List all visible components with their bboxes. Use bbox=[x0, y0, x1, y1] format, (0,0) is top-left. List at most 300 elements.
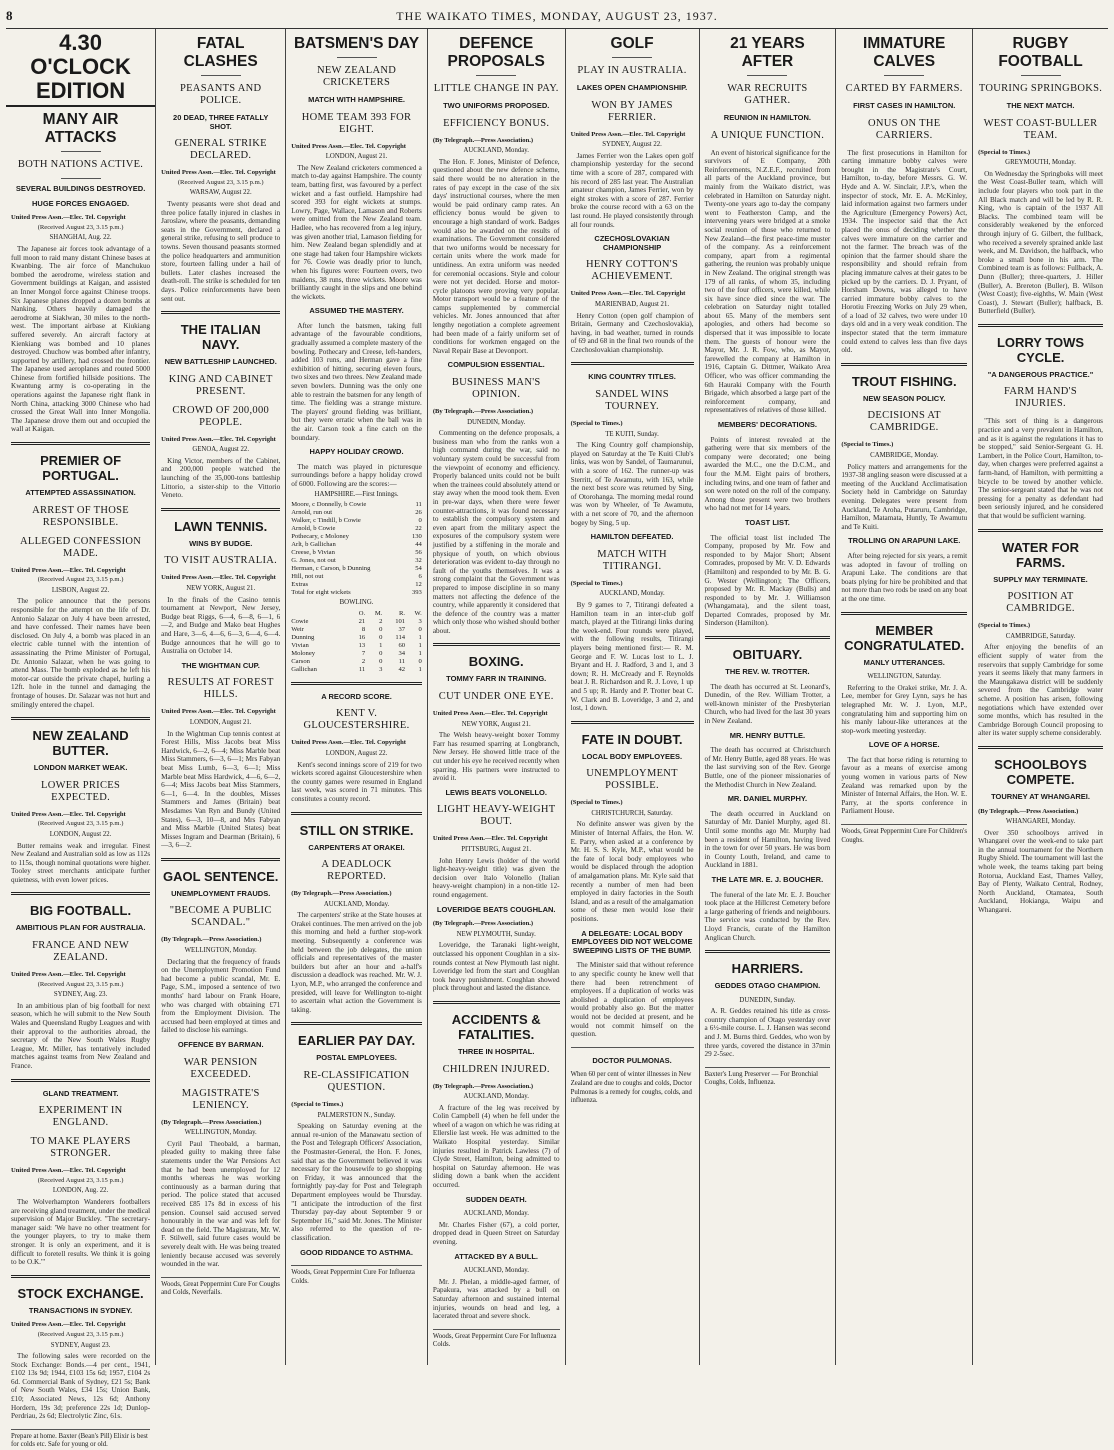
dateline: MARIENBAD, August 21. bbox=[595, 300, 670, 308]
subhead: AMBITIOUS PLAN FOR AUSTRALIA. bbox=[15, 923, 146, 933]
deck: PLAY IN AUSTRALIA. bbox=[577, 65, 687, 76]
deck: KING AND CABINET PRESENT. bbox=[168, 373, 273, 397]
body-text: The King Country golf championship, played on Saturday at the Te Kuiti Club's links, was won by Sandel, of Taumarunui, with a score of 162. The runner-up was Sterritt, of Te Awamutu, with 163, while the next best score was returned by Sing, of Otorohanga. The morning medal round was won by Wheeler, of Te Awamutu, with a net score of 70, and the afternoon bogey by Sing, 5 up. bbox=[570, 441, 694, 527]
dateline: LONDON, August 22. bbox=[325, 749, 388, 757]
subhead: GLAND TREATMENT. bbox=[42, 1088, 119, 1098]
column-head: FATAL CLASHES bbox=[183, 35, 258, 70]
advertisement: Woods, Great Peppermint Cure For Coughs and Colds, Neverfails. bbox=[161, 1277, 280, 1298]
bowling-header-cell: W. bbox=[414, 609, 422, 617]
credit-line: United Press Assn.—Elec. Tel. Copyright bbox=[11, 566, 126, 574]
column-head: IMMATURE CALVES bbox=[863, 35, 946, 70]
divider bbox=[61, 151, 101, 152]
body-text: Declaring that the frequency of frauds on the Unemployment Promotion Fund had become a public scandal, Mr. E. Page, S.M., imposed a sentence of two months' hard labour on Frank Hoare, who was charged with obtaining £71 from the Employment Division. The accused had been employed at times and failed to disclose his earnings. bbox=[161, 957, 281, 1035]
columns bbox=[6, 29, 1108, 1449]
headline: WATER FOR FARMS. bbox=[1002, 539, 1080, 570]
page-number: 8 bbox=[6, 8, 14, 23]
subhead: TOAST LIST. bbox=[744, 517, 790, 527]
figure-cell: 37 bbox=[398, 625, 406, 633]
figure-cell: 2 bbox=[361, 657, 366, 665]
article-divider bbox=[161, 858, 280, 861]
figure-cell: 3 bbox=[418, 617, 422, 625]
dateline: CHRISTCHURCH, Saturday. bbox=[591, 809, 673, 817]
subhead: THE NEXT MATCH. bbox=[1006, 101, 1075, 110]
deck: A DEADLOCK REPORTED. bbox=[321, 859, 392, 883]
subhead: MEMBERS' DECORATIONS. bbox=[717, 420, 817, 429]
body-text: Points of interest revealed at the gathering were that six members of the company were decorated; one being awarded the M.C., one the D.C.M., and four the M.M. Eight pairs of brothers, including twins, and one team of father and son were noted on the roll of the company. Among those present were two brothers who had not met for 14 years. bbox=[704, 435, 831, 513]
innings-total-value: 393 bbox=[411, 589, 422, 597]
article-divider bbox=[841, 612, 967, 615]
article-divider bbox=[11, 892, 150, 895]
headline: SCHOOLBOYS COMPETE. bbox=[994, 756, 1087, 787]
subhead: POSTAL EMPLOYEES. bbox=[316, 1053, 397, 1063]
dateline: LONDON, August 21. bbox=[325, 153, 388, 161]
subhead: CZECHOSLOVAKIAN CHAMPIONSHIP bbox=[594, 234, 670, 252]
runs-cell: 6 bbox=[418, 573, 422, 581]
credit-line: United Press Assn.—Elec. Tel. Copyright bbox=[161, 435, 276, 443]
column-8 bbox=[973, 29, 1108, 1365]
article-divider bbox=[978, 324, 1103, 327]
column-6 bbox=[700, 29, 837, 1365]
batsman-cell: Extras bbox=[291, 581, 309, 589]
advertisement: Prepare at home. Baxter (Bean's Pill) Elixir is best for colds etc. Safe for young or old. bbox=[11, 1429, 150, 1450]
article-divider bbox=[161, 311, 280, 314]
deck: RESULTS AT FOREST HILLS. bbox=[167, 677, 274, 701]
innings-row bbox=[291, 541, 422, 549]
deck: PEASANTS AND POLICE. bbox=[179, 83, 262, 106]
headline: LORRY TOWS CYCLE. bbox=[996, 334, 1085, 365]
batsman-cell: Arnold, b Cowie bbox=[291, 525, 336, 533]
figure-cell: 1 bbox=[379, 641, 383, 649]
article-divider bbox=[571, 362, 694, 365]
body-text: On Wednesday the Springboks will meet the West Coast-Buller team, which will include four players who took part in the All Black match and will be led by R. R. King, who is captain of the 1937 All Blacks. The combined team will be considerably weakened by the enforced through injury of G. Gilbert, the fullback, who received a severely sprained ankle last week, and M. Davidson, the halfback, who broke a small bone in his arm. The Combined team is as follows: Fullback, A. Dunn (Buller); three-quarters, J. Hiller (Buller), A. Brereton (Buller), B. Wilson (West Coast); five-eighths, W. Main (West Coast), J. Stewart (Buller); halfback, B. Butterfield (Buller). bbox=[978, 169, 1103, 316]
article-harriers bbox=[705, 961, 831, 1059]
subhead: THE REV. W. TROTTER. bbox=[725, 667, 810, 677]
innings-total-label: Total for eight wickets bbox=[291, 589, 351, 597]
advertisement: Woods, Great Peppermint Cure For Influenza Colds. bbox=[433, 1329, 560, 1350]
article-boxing bbox=[433, 654, 560, 782]
runs-cell: 26 bbox=[415, 509, 422, 517]
dateline: LONDON, Aug. 22. bbox=[52, 1187, 109, 1195]
headline: EARLIER PAY DAY. bbox=[298, 1033, 416, 1049]
body-text: In the Wightman Cup tennis contest at Forest Hills, Miss Jacobs beat Miss Hardwick, 6—2, 6—4; Miss Marble beat Miss Stammers, 6—3, 6—1; Mrs Fabyan beat Miss Lumb, 6—3, 6—1; Miss Marble beat Miss Hardwick, 4—6, 6—2, 6—4; Miss Jacobs beat Miss Stammers, 6—1, 6—4. In the doubles, Misses Stammers and James (Britain) beat Mesdames Van Ryn and Bundy (United States), 6—3, 10—8, and Mrs Fabyan and Miss Marble (United States) beat Misses Ingram and Dearman (Britain), 6—3, 6—2. bbox=[161, 729, 281, 850]
subhead: MANLY UTTERANCES. bbox=[863, 657, 945, 667]
headline: LAWN TENNIS. bbox=[174, 518, 268, 534]
subhead: NEW SEASON POLICY. bbox=[862, 393, 946, 403]
body-text: The first prosecutions in Hamilton for carting immature bobby calves were brought in the Magistrate's Court, Hamilton, to-day, before Messrs. G. W. Hyde and A. W. Sinclair, J.P.'s, when the inspector of stock, Mr. E. A. McKinley, laid information against two farmers under the Agriculture (Emergency Powers) Act, 1934. The inspector said that the Act placed the onus of deciding whether the calves were immature on the carrier and not the farmer. The breach was of the opinion that the farmer should share the responsibility and should refrain from placing immature calves at their gates to be picked up by the carriers. D. J. Pryant, of Horsham Downs, was alleged to have carried immature bobby calves to the Horotiu Freezing Works on July 29 when, of a load of 32 calves, two were under 10 days old and in a very weak condition. The inspector stated that the term immature could extend to calves less than five days old. bbox=[841, 148, 968, 355]
column-head: GOLF bbox=[610, 35, 654, 52]
article-divider bbox=[291, 1022, 422, 1025]
figure-cell: 2 bbox=[379, 617, 383, 625]
subhead: MATCH WITH HAMPSHIRE. bbox=[308, 95, 406, 104]
column-7 bbox=[836, 29, 973, 1365]
headline: MEMBER CONGRATULATED. bbox=[844, 622, 965, 653]
credit-line: (Special to Times.) bbox=[978, 622, 1031, 630]
subhead: TOMMY FARR IN TRAINING. bbox=[446, 674, 547, 684]
body-text: Mr. J. Phelan, a middle-aged farmer, of Papakura, was attacked by a bull on Saturday afternoon and sustained internal injuries, wounds on head and leg, a lacerated throat and severe shock. bbox=[432, 1277, 560, 1321]
batsman-cell: Creese, b Vivian bbox=[291, 549, 335, 557]
dateline: SYDNEY, August 23. bbox=[50, 1341, 111, 1349]
article-attacked-by-bull bbox=[433, 1253, 560, 1321]
article-divider bbox=[978, 746, 1103, 749]
dateline: CAMBRIDGE, Monday. bbox=[870, 452, 939, 460]
column-3 bbox=[286, 29, 428, 1365]
deck: LITTLE CHANGE IN PAY. bbox=[433, 83, 559, 94]
deck: BUSINESS MAN'S OPINION. bbox=[451, 377, 541, 401]
credit-line: United Press Assn.—Elec. Tel. Copyright bbox=[432, 835, 548, 843]
dateline: NEW YORK, August 21. bbox=[186, 585, 256, 593]
bowling-row bbox=[291, 626, 422, 634]
subhead: LAKES OPEN CHAMPIONSHIP. bbox=[576, 83, 688, 92]
figure-cell: 0 bbox=[379, 625, 383, 633]
received-line: (Received August 23, 3.15 p.m.) bbox=[177, 178, 264, 186]
credit-line: United Press Assn.—Elec. Tel. Copyright bbox=[11, 1167, 126, 1175]
dateline: SYDNEY, Aug. 23. bbox=[53, 991, 108, 999]
column-head: 21 YEARS AFTER bbox=[730, 35, 805, 70]
batsman-cell: Herman, c Carson, b Dunning bbox=[291, 565, 371, 573]
headline: GAOL SENTENCE. bbox=[163, 868, 279, 884]
figure-cell: 1 bbox=[418, 641, 422, 649]
headline: STILL ON STRIKE. bbox=[299, 822, 414, 838]
credit-line: United Press Assn.—Elec. Tel. Copyright bbox=[570, 130, 686, 138]
credit-line: United Press Assn.—Elec. Tel. Copyright bbox=[161, 169, 276, 177]
subhead: HAMILTON DEFEATED. bbox=[590, 532, 674, 542]
figure-cell: 0 bbox=[418, 657, 422, 665]
divider bbox=[884, 75, 924, 76]
divider bbox=[476, 75, 516, 76]
received-line: (Received August 23, 3.15 p.m.) bbox=[37, 1176, 124, 1184]
headline: TROUT FISHING. bbox=[851, 373, 957, 389]
batsman-cell: Moore, c Donnelly, b Cowie bbox=[291, 501, 367, 509]
headline: PREMIER OF PORTUGAL. bbox=[40, 453, 122, 484]
dateline: AUCKLAND, Monday. bbox=[599, 590, 665, 598]
runs-cell: 44 bbox=[415, 541, 422, 549]
article-divider bbox=[291, 812, 422, 815]
article-italian-navy bbox=[161, 322, 280, 500]
dateline: AUCKLAND, Monday. bbox=[463, 147, 529, 155]
bowling-row bbox=[291, 650, 422, 658]
innings-row bbox=[291, 509, 422, 517]
body-text: Referring to the Orakei strike, Mr. J. A. Lee, member for Grey Lynn, says he has telegraphed Mr. W. J. Lyon, M.P., congratulating him and supporting him on his manly labour-like utterances at the stop-work meeting yesterday. bbox=[841, 683, 968, 735]
dateline: AUCKLAND, Monday. bbox=[463, 1210, 529, 1218]
article-king-country bbox=[571, 373, 694, 527]
article-wightman-cup bbox=[161, 662, 280, 850]
body-text: A. R. Geddes retained his title as cross-country champion of Otago yesterday over a 6½-mile course. L. J. Hansen was second and J. M. Burns third. Geddes, who won by three yards, covered the distance in 37min 29 2-5sec. bbox=[704, 1007, 831, 1059]
figure-cell: 21 bbox=[358, 617, 366, 625]
article-sudden-death bbox=[433, 1196, 560, 1247]
credit-line: United Press Assn.—Elec. Tel. Copyright bbox=[291, 739, 406, 747]
headline: HARRIERS. bbox=[731, 961, 804, 977]
bowling-header-cell bbox=[291, 610, 350, 618]
body-text: Policy matters and arrangements for the 1937-38 angling season were discussed at a meeting of the Auckland Acclimatisation Society held in Cambridge on Saturday evening. Delegates were present from Auckland, Te Aroha, Putaruru, Cambridge, Hamilton, Matamata, Huntly, Te Awamutu and Te Kuiti. bbox=[841, 462, 968, 531]
dateline: DUNEDIN, Sunday. bbox=[739, 996, 796, 1004]
innings-row bbox=[291, 501, 422, 509]
subhead: ATTEMPTED ASSASSINATION. bbox=[25, 488, 136, 498]
deck: MATCH WITH TITIRANGI. bbox=[597, 548, 667, 572]
figure-cell: 0 bbox=[379, 649, 383, 657]
credit-line: (Special to Times.) bbox=[978, 148, 1031, 156]
subhead: LONDON MARKET WEAK. bbox=[33, 763, 128, 773]
column-head: DEFENCE PROPOSALS bbox=[447, 35, 545, 70]
dateline: DUNEDIN, Monday. bbox=[467, 418, 526, 426]
innings-title: HAMPSHIRE.—First Innings. bbox=[314, 490, 399, 498]
article-reunion bbox=[705, 83, 831, 628]
subhead: WINS BY BUDGE. bbox=[189, 538, 253, 548]
innings-row bbox=[291, 549, 422, 557]
body-text: Speaking on Saturday evening at the annual re-union of the Manawatu section of the Post and Telegraph Officers' Association, the Postmaster-General, the Hon. F. Jones, said that as the Government believed it was necessary for the housewife to go shopping on Friday, it was announced that the fortnightly pay-day for Post and Telegraph Department employees would be Thursday. "I anticipate the introduction of the first Thursday pay-day about September 9 or September 16," said Mr. Jones. The Minister also referred to the question of re-classification. bbox=[291, 1122, 422, 1242]
figure-cell: 101 bbox=[395, 617, 406, 625]
body-text: The carpenters' strike at the State houses at Orakei continues. The men arrived on the job this morning and held a further stop-work meeting. Subsequently a conference was held between the job delegates, the union officials and representatives of the master builders but after an hour and a-half's discussion a deadlock was reached. Mr. W. J. Lyon, M.P., who arranged the conference and presided, will leave for Wellington to-night to ascertain what action the Government is taking. bbox=[291, 911, 422, 1014]
body-text: The match was played in picturesque surroundings before a happy holiday crowd of 6000. Following are the scores:— bbox=[291, 462, 422, 488]
bowling-row bbox=[291, 666, 422, 674]
article-water-for-farms bbox=[978, 540, 1103, 738]
article-accidents bbox=[433, 1012, 560, 1190]
bowling-row bbox=[291, 658, 422, 666]
edition-banner: 4.30 O'CLOCK EDITION bbox=[6, 31, 155, 107]
figure-cell: 1 bbox=[418, 633, 422, 641]
dateline: WELLINGTON, Monday. bbox=[184, 947, 257, 955]
article-divider bbox=[705, 636, 831, 639]
subhead: LEWIS BEATS VOLONELLO. bbox=[445, 787, 547, 797]
runs-cell: 0 bbox=[418, 517, 422, 525]
column-head: BATSMEN'S DAY bbox=[293, 35, 420, 52]
innings-row bbox=[291, 533, 422, 541]
dateline: LONDON, August 21. bbox=[189, 718, 252, 726]
article-divider bbox=[11, 442, 150, 445]
deck: WAR RECRUITS GATHER. bbox=[727, 83, 808, 106]
innings-row bbox=[291, 525, 422, 533]
dateline: SHANGHAI, Aug. 22. bbox=[49, 234, 112, 242]
bowling-header-cell: M. bbox=[374, 609, 383, 617]
credit-line: United Press Assn.—Elec. Tel. Copyright bbox=[161, 574, 276, 582]
divider bbox=[747, 75, 787, 76]
article-compulsion bbox=[433, 361, 560, 635]
deck: LIGHT HEAVY-WEIGHT BOUT. bbox=[436, 804, 556, 828]
article-lawn-tennis bbox=[161, 519, 280, 656]
batsman-cell: Walker, c Tindill, b Cowie bbox=[291, 517, 361, 525]
body-text: The Minister said that without reference to any specific county he knew well that there had been retrenchment of employees. If a duplication of works was abolished a duplication of employees would probably also go. But the matter would not be decided at present, and he would not commit himself on the question. bbox=[570, 961, 694, 1039]
deck: TO VISIT AUSTRALIA. bbox=[164, 555, 278, 567]
dateline: WHANGAREI, Monday. bbox=[1005, 818, 1076, 826]
credit-line: United Press Assn.—Elec. Tel. Copyright bbox=[11, 214, 126, 222]
credit-line: (By Telegraph.—Press Association.) bbox=[432, 408, 534, 416]
article-barman bbox=[161, 1041, 280, 1269]
headline: FATE IN DOUBT. bbox=[581, 731, 683, 747]
subhead: GEDDES OTAGO CHAMPION. bbox=[714, 981, 821, 991]
deck: CUT UNDER ONE EYE. bbox=[438, 691, 554, 703]
subhead: MR. HENRY BUTTLE. bbox=[729, 730, 806, 740]
runs-cell: 22 bbox=[415, 525, 422, 533]
bowling-table bbox=[291, 610, 422, 674]
subhead: LOVE OF A HORSE. bbox=[868, 740, 940, 750]
bowler-cell: Gallichan bbox=[291, 665, 317, 673]
subhead: OFFENCE BY BARMAN. bbox=[177, 1040, 264, 1049]
runs-cell: 11 bbox=[415, 501, 422, 509]
advertisement: Woods, Great Peppermint Cure For Children's Coughs. bbox=[841, 824, 967, 845]
bowling-header-cell: O. bbox=[358, 609, 366, 617]
subhead: HUGE FORCES ENGAGED. bbox=[32, 198, 130, 208]
dateline: WELLINGTON, Saturday. bbox=[867, 673, 942, 681]
credit-line: (By Telegraph.—Press Association.) bbox=[432, 1082, 534, 1090]
deck: NEW ZEALAND CRICKETERS bbox=[316, 65, 397, 88]
subhead: TRANSACTIONS IN SYDNEY. bbox=[28, 1305, 133, 1315]
article-divider bbox=[291, 682, 422, 685]
subhead: HAPPY HOLIDAY CROWD. bbox=[309, 447, 404, 457]
article-stock-exchange bbox=[11, 1286, 150, 1421]
credit-line: United Press Assn.—Elec. Tel. Copyright bbox=[291, 142, 406, 150]
body-text: The police announce that the persons responsible for the attempt on the life of Dr. Antonio Salazar on July 4 have been arrested, and have confessed. Their names have been disclosed. On July 4, a bomb was placed in an electric cable tunnel with the intention of assassinating the Prime Minister of Portugal, Dr. Antonio Salazar, when he was going to attend Mass. The bomb exploded as he left his motor-car outside the private chapel, hurling a 12ft. hole in the tunnel and damaging the frontage of houses. Dr. Salazar was not hurt and smilingly entered the chapel. bbox=[11, 597, 151, 709]
subhead: SEVERAL BUILDINGS DESTROYED. bbox=[15, 184, 146, 193]
article-member-congratulated bbox=[841, 623, 967, 817]
deck: CROWD OF 200,000 PEOPLE. bbox=[172, 404, 270, 428]
deck: BOTH NATIONS ACTIVE. bbox=[17, 159, 144, 170]
bowler-cell: Cowie bbox=[291, 617, 309, 625]
advertisement-text: When 60 per cent of winter illnesses in New Zealand are due to coughs and colds, Doctor Pulmonas is a remedy for coughs, colds, and influenza. bbox=[570, 1071, 692, 1105]
subhead: "A DANGEROUS PRACTICE." bbox=[987, 369, 1094, 379]
batsman-cell: Arnold, run out bbox=[291, 509, 333, 517]
article-divider bbox=[11, 1079, 150, 1082]
body-text: The following sales were recorded on the Stock Exchange: Bonds.—4 per cent., 1941, £102 13s 9d; 1944, £103 15s 6d; 1957, £104 2s 6d. Commercial Bank of Sydney, £21 5s; Bank of New South Wales, £34 15s; Union Bank, £10; Associated News, 12s 6d; Anthony Hordern, 19s 3d; preference 22s 1d; Dunlop-Perdriau, 2s 6d; Electrolytic Zinc, 61s. bbox=[11, 1352, 151, 1421]
dateline: TE KUITI, Sunday. bbox=[605, 430, 659, 438]
article-springboks bbox=[978, 83, 1103, 316]
subhead: TWO UNIFORMS PROPOSED. bbox=[443, 101, 550, 110]
credit-line: United Press Assn.—Elec. Tel. Copyright bbox=[11, 1321, 126, 1329]
headline: NEW ZEALAND BUTTER. bbox=[32, 728, 129, 759]
bowler-cell: Dunning bbox=[291, 633, 315, 641]
column-4 bbox=[428, 29, 566, 1365]
article-trout-fishing bbox=[841, 374, 967, 604]
column-5 bbox=[566, 29, 700, 1365]
divider bbox=[201, 75, 241, 76]
article-still-on-strike bbox=[291, 823, 422, 1015]
body-text: The Japanese air forces took advantage of a full moon to raid many distant Chinese bases at Kwanbing. The air force of Manchukuo bombed the aerodrome, wireless station and Government buildings at Kaigan, and assisted an Inner Mongol force against Chinese troops. Six Japanese planes dropped a dozen bombs at Nanking. Others heavily damaged the aerodrome at Siaklwan, 30 miles to the north-west. The important airbase at Kiukiang suffered severely. An aircraft factory at Kienkiang was bombed and 10 planes destroyed. Chuchow was bombed after infantry, supported by artillery, had crossed the frontier. The Japanese used aeroplanes and routed 5000 Chinese from fortified hillside positions. The Kwantung army is co-operating in the operations against the Japanese right flank in North China, attacking 3000 Chinese who had crossed the Great Wall into Inner Mongolia. The Japanese drove them out and occupied the wall at Kaigan. bbox=[11, 244, 151, 434]
credit-line: United Press Assn.—Elec. Tel. Copyright bbox=[11, 810, 126, 818]
body-text: By 9 games to 7, Titirangi defeated a Hamilton team in an inter-club golf match, played at the Titirangi links during the week-end. Four rounds were played, with the following results, Titirangi players being mentioned first:— R. M. George and F. W. Lucas lost to L. J. Bryant and H. J. Radford, 3 and 1, and 3 down; R. H. McCready and F. Reynolds beat J. R. Richardson and R. J. Love, 1 up and 5 up; R. Hardy and P. Trotter beat C. W. Clark and B. Loveridge, 3 and 2, and lost, 1 down. bbox=[570, 600, 694, 713]
bowler-cell: Carson bbox=[291, 657, 310, 665]
deck: UNEMPLOYMENT POSSIBLE. bbox=[586, 768, 678, 792]
headline: OBITUARY. bbox=[732, 647, 803, 663]
body-text: Butter remains weak and irregular. Finest New Zealand and Australian sold as low as 112s to 115s, though nominal quotations were higher. Tooley street merchants anticipate further quietness, with even lower prices. bbox=[11, 841, 151, 884]
divider bbox=[1021, 75, 1061, 76]
bowling-row bbox=[291, 642, 422, 650]
dateline: SYDNEY, August 22. bbox=[602, 141, 662, 149]
headline: ACCIDENTS & FATALITIES. bbox=[451, 1011, 541, 1042]
dateline: NEW YORK, August 21. bbox=[461, 720, 531, 728]
headline: BIG FOOTBALL. bbox=[30, 903, 132, 919]
body-text: The death has occurred at Christchurch of Mr. Henry Buttle, aged 88 years. He was the last surviving son of the Rev. George Buttle, one of the pioneer missionaries of the Methodist Church in New Zealand. bbox=[704, 746, 831, 789]
article-golf bbox=[571, 65, 694, 229]
body-text: After being rejected for six years, a remit was adopted in favour of trolling on Arapuni Lake. The conditions are that boats plying for hire be prohibited and that not more than two rods be used on any boat at the one time. bbox=[841, 551, 968, 603]
subhead: REUNION IN HAMILTON. bbox=[723, 113, 812, 122]
deck: HOME TEAM 393 FOR EIGHT. bbox=[301, 111, 412, 135]
subhead: A RECORD SCORE. bbox=[321, 691, 392, 701]
subhead: LOVERIDGE BEATS COUGHLAN. bbox=[436, 904, 556, 914]
figure-cell: 11 bbox=[358, 665, 366, 673]
received-line: (Received August 23, 3.15 p.m.) bbox=[37, 223, 124, 231]
advertisement-title: DOCTOR PULMONAS. bbox=[592, 1055, 672, 1065]
article-divider bbox=[11, 717, 150, 720]
subhead: THE LATE MR. E. J. BOUCHER. bbox=[711, 874, 824, 884]
runs-cell: 32 bbox=[415, 557, 422, 565]
deck: LOWER PRICES EXPECTED. bbox=[40, 779, 121, 803]
batsman-cell: Arlt, b Gallichan bbox=[291, 541, 336, 549]
bowler-cell: Moloney bbox=[291, 649, 316, 657]
article-air-attacks bbox=[11, 111, 150, 434]
credit-line: United Press Assn.—Elec. Tel. Copyright bbox=[161, 708, 276, 716]
dateline: PITTSBURG, August 21. bbox=[461, 846, 532, 853]
body-text: Over 350 schoolboys arrived in Whangarei over the week-end to take part in the annual tournament for the Northern Rugby Shield. The tournament will last the whole week, the teams taking part being Rotorua, Auckland East, Thames Valley, Bay of Plenty, Waikato Central, Rodney, North Auckland, Otamatea, South Auckland, Hokianga, Waipu and Whangarei. bbox=[978, 828, 1103, 915]
divider bbox=[337, 57, 377, 58]
body-text: The Hon. F. Jones, Minister of Defence, questioned about the new defence scheme, said there would be no alteration in the rates of pay except in the case of the six days' instructional courses, where the men would be paid ordinary camp rates. An efficiency bonus would be given to encourage a high standard of work. Badges would also be awarded on the results of examinations. The Government considered that two uniforms would be necessary for certain units where the work made for untidiness. An extra uniform was needed for ceremonial occasions. Style and colour were not yet decided. Horse and motor-cycle platoons were proving very popular. Motor transport would be a feature of the camps supplemented by commercial vehicles. Mr. Jones announced that after lengthy negotiation a complete agreement had been made of a fairly uniform set of conditions for workmen engaged on the Naval Repair Base at Devonport. bbox=[432, 157, 560, 355]
bowler-cell: Vivian bbox=[291, 641, 309, 649]
figure-cell: 3 bbox=[379, 665, 383, 673]
deck: FRANCE AND NEW ZEALAND. bbox=[32, 940, 130, 964]
article-volonello bbox=[433, 789, 560, 900]
article-lorry-tows-cycle bbox=[978, 335, 1103, 521]
bowling-row bbox=[291, 634, 422, 642]
subhead: FIRST CASES IN HAMILTON. bbox=[853, 101, 956, 110]
article-butter bbox=[11, 728, 150, 884]
deck: SANDEL WINS TOURNEY. bbox=[595, 389, 669, 413]
innings-table bbox=[291, 501, 422, 597]
subhead: TOURNEY AT WHANGAREI. bbox=[991, 791, 1090, 801]
deck: EFFICIENCY BONUS. bbox=[443, 117, 550, 129]
credit-line: (Special to Times.) bbox=[291, 1101, 344, 1108]
figure-cell: 114 bbox=[395, 633, 406, 641]
credit-line: (By Telegraph.—Press Association.) bbox=[161, 936, 262, 944]
runs-cell: 12 bbox=[415, 581, 422, 589]
credit-line: (By Telegraph.—Press Association.) bbox=[978, 807, 1079, 815]
bowling-header-cell: R. bbox=[399, 609, 406, 617]
figure-cell: 1 bbox=[418, 665, 422, 673]
dateline: PALMERSTON N., Sunday. bbox=[317, 1111, 396, 1119]
body-text: "This sort of thing is a dangerous practice and a very prevalent in Hamilton, and as it is against the regulations it has to be stopped," said Senior-Sergeant G. H. Lambert, in the Police Court, Hamilton, to-day, when charges were preferred against a farm-hand, of Hamilton, with permitting a bicycle to be towed by another vehicle. The senior-sergeant stated that he was not pressing for a penalty as defendant had been seriously injured, and he considered that that would be sufficient warning. bbox=[978, 417, 1103, 520]
dateline: CAMBRIDGE, Saturday. bbox=[1005, 632, 1076, 640]
innings-row bbox=[291, 565, 422, 573]
body-text: The Welsh heavy-weight boxer Tommy Farr has resumed sparring at Longbranch, New Jersey. He showed little trace of the cut under his eye he received recently when sparring. His partners were instructed to avoid it. bbox=[432, 731, 560, 783]
subhead: CARPENTERS AT ORAKEI. bbox=[308, 842, 405, 852]
deck: FARM HAND'S INJURIES. bbox=[1004, 386, 1078, 410]
subhead: 20 DEAD, THREE FATALLY SHOT. bbox=[173, 113, 269, 131]
article-obituary bbox=[705, 647, 831, 942]
subhead: TROLLING ON ARAPUNI LAKE. bbox=[848, 536, 961, 546]
article-gaol-sentence bbox=[161, 869, 280, 1035]
subhead: KING COUNTRY TITLES. bbox=[588, 372, 676, 382]
dateline: AUCKLAND, Monday. bbox=[463, 1267, 529, 1275]
body-text: The New Zealand cricketers commenced a match to-day against Hampshire. The county team, batting first, was favoured by a perfect wicket and a fast outfield. Hampshire had scored 393 for eight wickets at stumps. Lowry, Page, Wallace, Lamason and Roberts were omitted from the New Zealand team. Hadlee, who has recovered from a leg injury, was given another trial, Lamason fielding for him. New Zealand began splendidly and at one stage had taken four Hampshire wickets for 76. Cowie was deadly prior to lunch, when his figures were: Fourteen overs, two maidens, 38 runs, three wickets. Moore was brilliantly caught in the slips and one behind the wickets. bbox=[291, 163, 422, 301]
credit-line: (By Telegraph.—Press Association.) bbox=[161, 1118, 262, 1126]
runs-cell: 54 bbox=[415, 565, 422, 573]
subhead: SUDDEN DEATH. bbox=[465, 1194, 527, 1204]
body-text: The official toast list included The Company, proposed by Mr. Fow and responded to by Major Short; Absent Comrades, proposed by Mr. V. D. Edwards (Hamilton) and responded to by Mr. B. G. G. Wester (Wellington); The Officers, proposed by Mr. R. Mackay (Bulls) and responded to by Mr. J. Williamson (Whangamata), and the silent toast, Departed Comrades, proposed by Mr. Sinderson (Hamilton). bbox=[704, 533, 831, 628]
deck: "BECOME A PUBLIC SCANDAL." bbox=[169, 905, 272, 929]
dateline: GENOA, August 22. bbox=[192, 446, 250, 454]
innings-row bbox=[291, 581, 422, 589]
deck: CARTED BY FARMERS. bbox=[845, 83, 963, 94]
body-text: An event of historical significance for the survivors of E Company, 20th Reinforcements, N.Z.E.F., recruited from all parts of the Auckland province, but mainly from the Waikato district, was celebrated in Hamilton on Saturday night. Twenty-one years ago to-day the company went to Featherston Camp, and the intervening years were bridged at a smoke social reunion of those who returned to New Zealand—the first peace-time muster of the company. As a reinforcement company, apart from a regimental gathering, the reunion was probably unique in New Zealand. The original strength was 179 of all ranks, of whom 35, including two of the four officers, were killed, while six have since died since the war. The celebration on Saturday night totalled about 65. Many of the members sent apologies, and others had become so dispersed that it was impossible to locate them. The guests of honour were the Mayor, Mr. J. R. Fow, who, as Mayor, farewelled the company at Hamilton in 1916, Captain G. Dittmer, Waikato Area Officer, who was officer commanding the 6th Hauraki Company with the Fourth Brigade, which absorbed a large part of the reinforcement company, and representatives of relatives of those killed. bbox=[704, 148, 831, 415]
dateline: WELLINGTON, Monday. bbox=[184, 1129, 257, 1137]
batsman-cell: G. Jones, not out bbox=[291, 557, 336, 565]
figure-cell: 11 bbox=[398, 657, 406, 665]
deck: A UNIQUE FUNCTION. bbox=[710, 129, 825, 141]
headline: THE ITALIAN NAVY. bbox=[180, 322, 261, 353]
body-text: After lunch the batsmen, taking full advantage of the favourable conditions, gradually assumed a complete mastery of the bowling. Pothecary and Creese, left-handers, added 103 runs, and Herman gave a fine exhibition of hitting, securing eleven fours, two sixes and two threes. New Zealand made seven bowlers. Dunning was the only one able to restrain the batsmen for any length of time. The fielding was a strange mixture. The players' ground fielding was brilliant, but they were erratic when the ball was in the air. Carson took a fine catch on the boundary. bbox=[291, 321, 422, 442]
body-text: The funeral of the late Mr. E. J. Boucher took place at the Hillcrest Cemetery before a large gathering of friends and neighbours. The service was conducted by the Rev. Lloyd Francis, curate of the Hamilton Anglican Church. bbox=[704, 890, 831, 942]
innings-row bbox=[291, 557, 422, 565]
subhead: COMPULSION ESSENTIAL. bbox=[447, 360, 545, 370]
credit-line: (By Telegraph.—Press Association.) bbox=[432, 136, 534, 144]
bowling-header-row bbox=[291, 610, 422, 618]
credit-line: (Special to Times.) bbox=[570, 420, 623, 428]
